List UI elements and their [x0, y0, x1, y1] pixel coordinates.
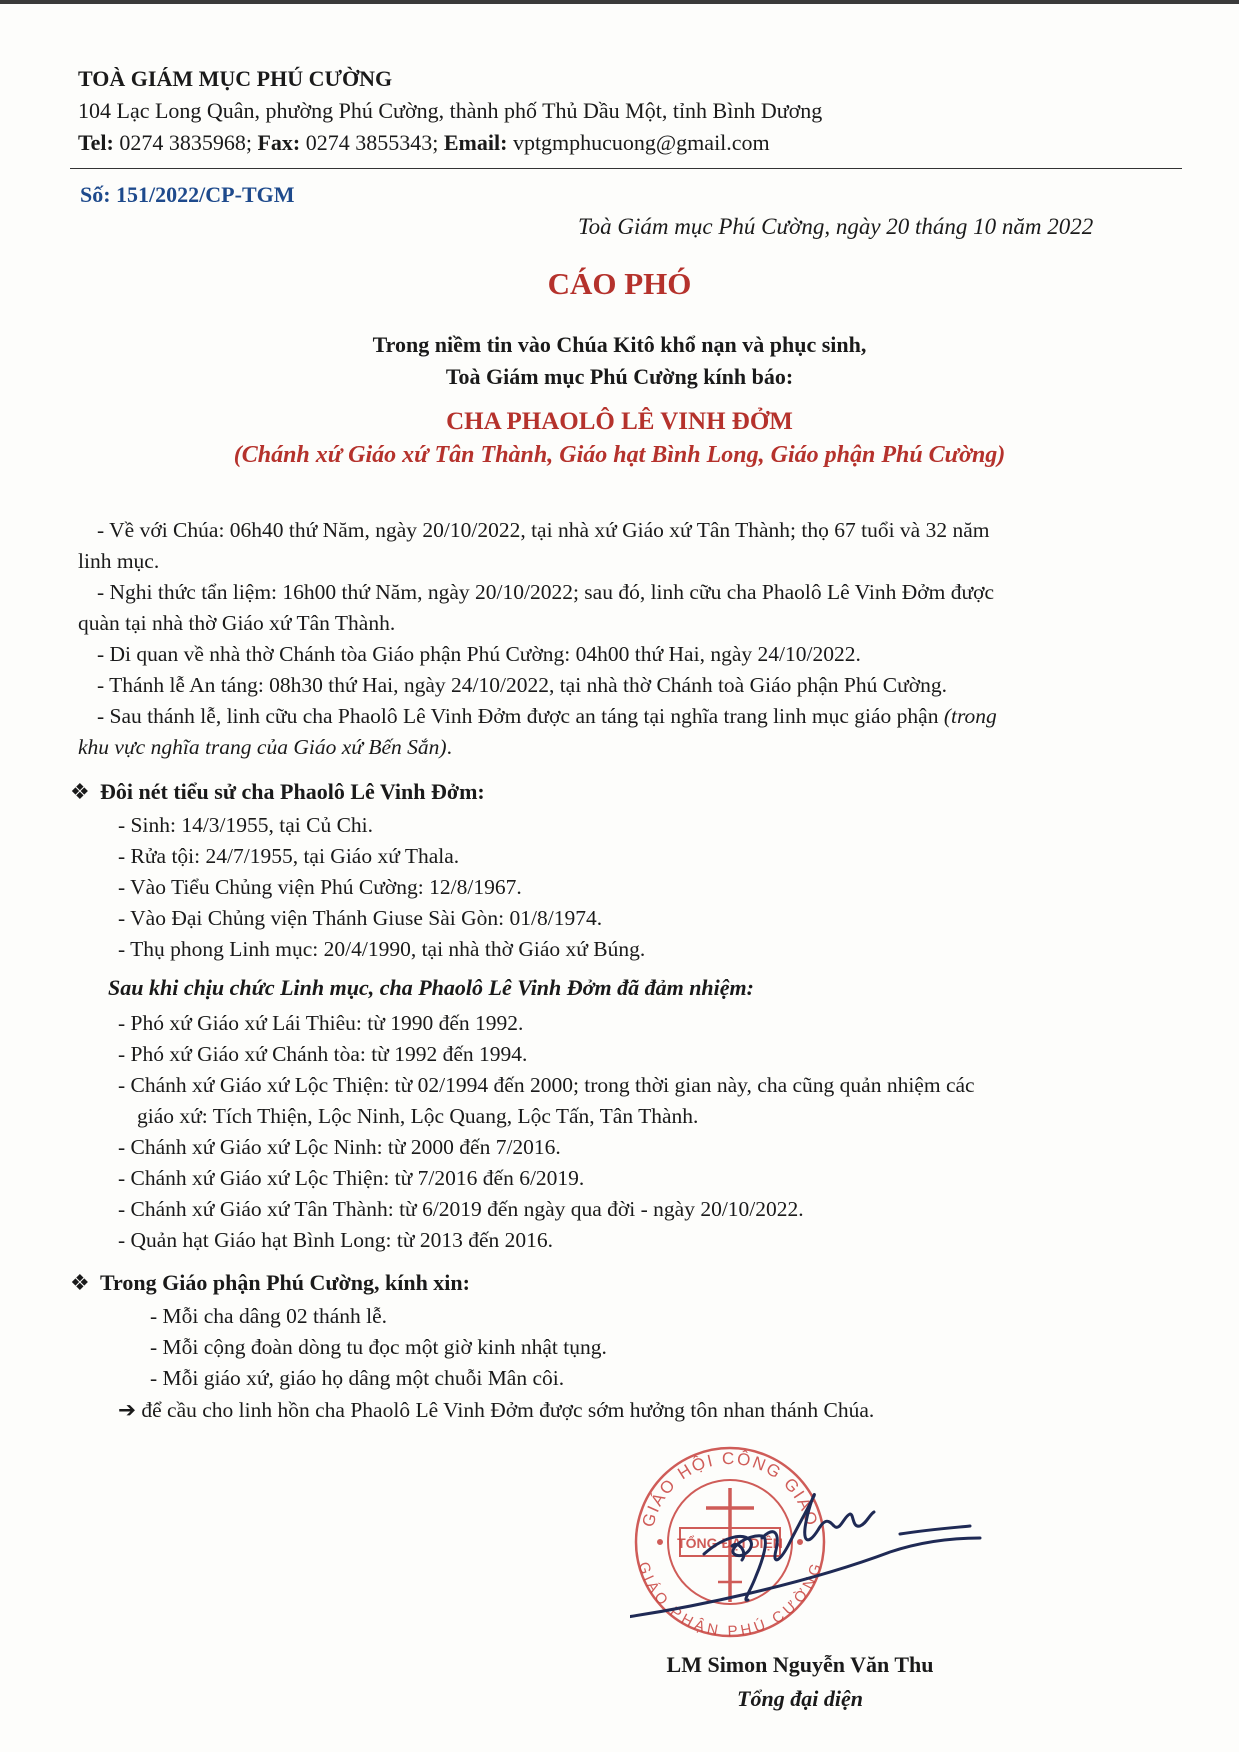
list-item: - Phó xứ Giáo xứ Chánh tòa: từ 1992 đến 1994.: [118, 1042, 528, 1066]
list-item: - Quản hạt Giáo hạt Bình Long: từ 2013 đến 2016.: [118, 1228, 554, 1252]
list-item: - Mỗi giáo xứ, giáo họ dâng một chuỗi Mân côi.: [150, 1366, 565, 1390]
list-item: - Sinh: 14/3/1955, tại Củ Chi.: [118, 813, 374, 837]
list-item: - Mỗi cha dâng 02 thánh lễ.: [150, 1304, 388, 1328]
list-item: - Chánh xứ Giáo xứ Lộc Thiện: từ 02/1994 đến 2000; trong thời gian này, cha cũng quản nhiệm các: [118, 1073, 975, 1097]
schedule-funeral-mass: - Thánh lễ An táng: 08h30 thứ Hai, ngày 24/10/2022, tại nhà thờ Chánh toà Giáo phận Phú Cường.: [97, 673, 948, 697]
date-line: Toà Giám mục Phú Cường, ngày 20 tháng 10 năm 2022: [578, 214, 1094, 239]
schedule-shroud-1: - Nghi thức tẩn liệm: 16h00 thứ Năm, ngày 20/10/2022; sau đó, linh cữu cha Phaolô Lê Vinh Đởm được: [97, 580, 995, 604]
schedule-transfer: - Di quan về nhà thờ Chánh tòa Giáo phận Phú Cường: 04h00 thứ Hai, ngày 24/10/2022.: [97, 642, 861, 666]
tel-value: 0274 3835968;: [119, 130, 252, 155]
list-item: giáo xứ: Tích Thiện, Lộc Ninh, Lộc Quang, Lộc Tấn, Tân Thành.: [137, 1104, 699, 1128]
org-address: 104 Lạc Long Quân, phường Phú Cường, thành phố Thủ Dầu Một, tỉnh Bình Dương: [78, 98, 823, 123]
seal-middle-text: TỔNG ĐẠI DIỆN: [677, 1535, 783, 1551]
request-conclusion: [118, 1395, 874, 1426]
burial-location-b: khu vực nghĩa trang của Giáo xứ Bến Sắn): [78, 735, 447, 759]
burial-text: - Sau thánh lễ, linh cữu cha Phaolô Lê Vinh Đởm được an táng tại nghĩa trang linh mục giáo phận: [97, 704, 944, 728]
org-contact: [78, 128, 770, 158]
document-title: CÁO PHÓ: [547, 266, 692, 301]
schedule-shroud-2: quàn tại nhà thờ Giáo xứ Tân Thành.: [78, 611, 396, 635]
conclusion-text: để cầu cho linh hồn cha Phaolô Lê Vinh Đởm được sớm hưởng tôn nhan thánh Chúa.: [141, 1398, 875, 1422]
schedule-burial-2: [78, 732, 1182, 763]
request-list: [150, 1301, 607, 1394]
bio-heading: [70, 777, 485, 807]
fax-label: Fax:: [257, 130, 301, 155]
list-item: - Chánh xứ Giáo xứ Lộc Ninh: từ 2000 đến 7/2016.: [118, 1135, 561, 1159]
seal-top-text: GIÁO HỘI CÔNG GIÁO: [638, 1448, 822, 1530]
schedule-burial-1: [78, 701, 1182, 732]
seal-and-signature: [630, 1442, 1070, 1652]
request-heading-text: Trong Giáo phận Phú Cường, kính xin:: [100, 1270, 470, 1295]
deceased-name: CHA PHAOLÔ LÊ VINH ĐỞM: [446, 408, 793, 435]
bio-list: [118, 810, 645, 965]
email-value[interactable]: vptgmphucuong@gmail.com: [512, 130, 770, 155]
email-label: Email:: [443, 130, 508, 155]
bio-heading-text: Đôi nét tiểu sử cha Phaolô Lê Vinh Đởm:: [100, 779, 485, 804]
list-item: - Vào Đại Chủng viện Thánh Giuse Sài Gòn: 01/8/1974.: [118, 906, 603, 930]
scan-top-edge: [0, 0, 1239, 4]
schedule-block: [78, 515, 1182, 763]
document-number: Số: 151/2022/CP-TGM: [80, 182, 295, 207]
list-item: - Rửa tội: 24/7/1955, tại Giáo xứ Thala.: [118, 844, 460, 868]
diamond-bullet-icon: ❖: [70, 1270, 90, 1295]
request-heading: [70, 1268, 470, 1298]
burial-end: .: [446, 735, 452, 759]
list-item: - Mỗi cộng đoàn dòng tu đọc một giờ kinh nhật tụng.: [150, 1335, 607, 1359]
list-item: - Thụ phong Linh mục: 20/4/1990, tại nhà thờ Giáo xứ Búng.: [118, 937, 646, 961]
tel-label: Tel:: [78, 130, 114, 155]
arrow-right-icon: ➔: [118, 1398, 137, 1423]
org-name: TOÀ GIÁM MỤC PHÚ CƯỜNG: [78, 66, 393, 91]
list-item: - Vào Tiểu Chủng viện Phú Cường: 12/8/1967.: [118, 875, 522, 899]
list-item: - Chánh xứ Giáo xứ Lộc Thiện: từ 7/2016 đến 6/2019.: [118, 1166, 585, 1190]
intro-line-1: Trong niềm tin vào Chúa Kitô khổ nạn và phục sinh,: [372, 332, 867, 357]
schedule-death-1: - Về với Chúa: 06h40 thứ Năm, ngày 20/10/2022, tại nhà xứ Giáo xứ Tân Thành; thọ 67 tuổi và 32 năm: [97, 518, 990, 542]
duties-list: [118, 1008, 975, 1256]
deceased-role: (Chánh xứ Giáo xứ Tân Thành, Giáo hạt Bình Long, Giáo phận Phú Cường): [233, 442, 1006, 468]
header-divider: [70, 168, 1182, 169]
schedule-death-2: linh mục.: [78, 549, 160, 573]
fax-value: 0274 3855343;: [305, 130, 439, 155]
list-item: - Phó xứ Giáo xứ Lái Thiêu: từ 1990 đến 1992.: [118, 1011, 524, 1035]
intro-line-2: Toà Giám mục Phú Cường kính báo:: [445, 364, 794, 389]
list-item: - Chánh xứ Giáo xứ Tân Thành: từ 6/2019 đến ngày qua đời - ngày 20/10/2022.: [118, 1197, 804, 1221]
signatory-name: LM Simon Nguyễn Văn Thu: [666, 1652, 934, 1677]
burial-location-a: (trong: [943, 704, 997, 728]
duties-heading: Sau khi chịu chức Linh mục, cha Phaolô Lê Vinh Đởm đã đảm nhiệm:: [108, 975, 754, 1000]
diamond-bullet-icon: ❖: [70, 779, 90, 804]
signatory-title: Tổng đại diện: [737, 1686, 863, 1711]
seal-bottom-text: GIÁO PHẬN PHÚ CƯỜNG: [634, 1559, 826, 1641]
